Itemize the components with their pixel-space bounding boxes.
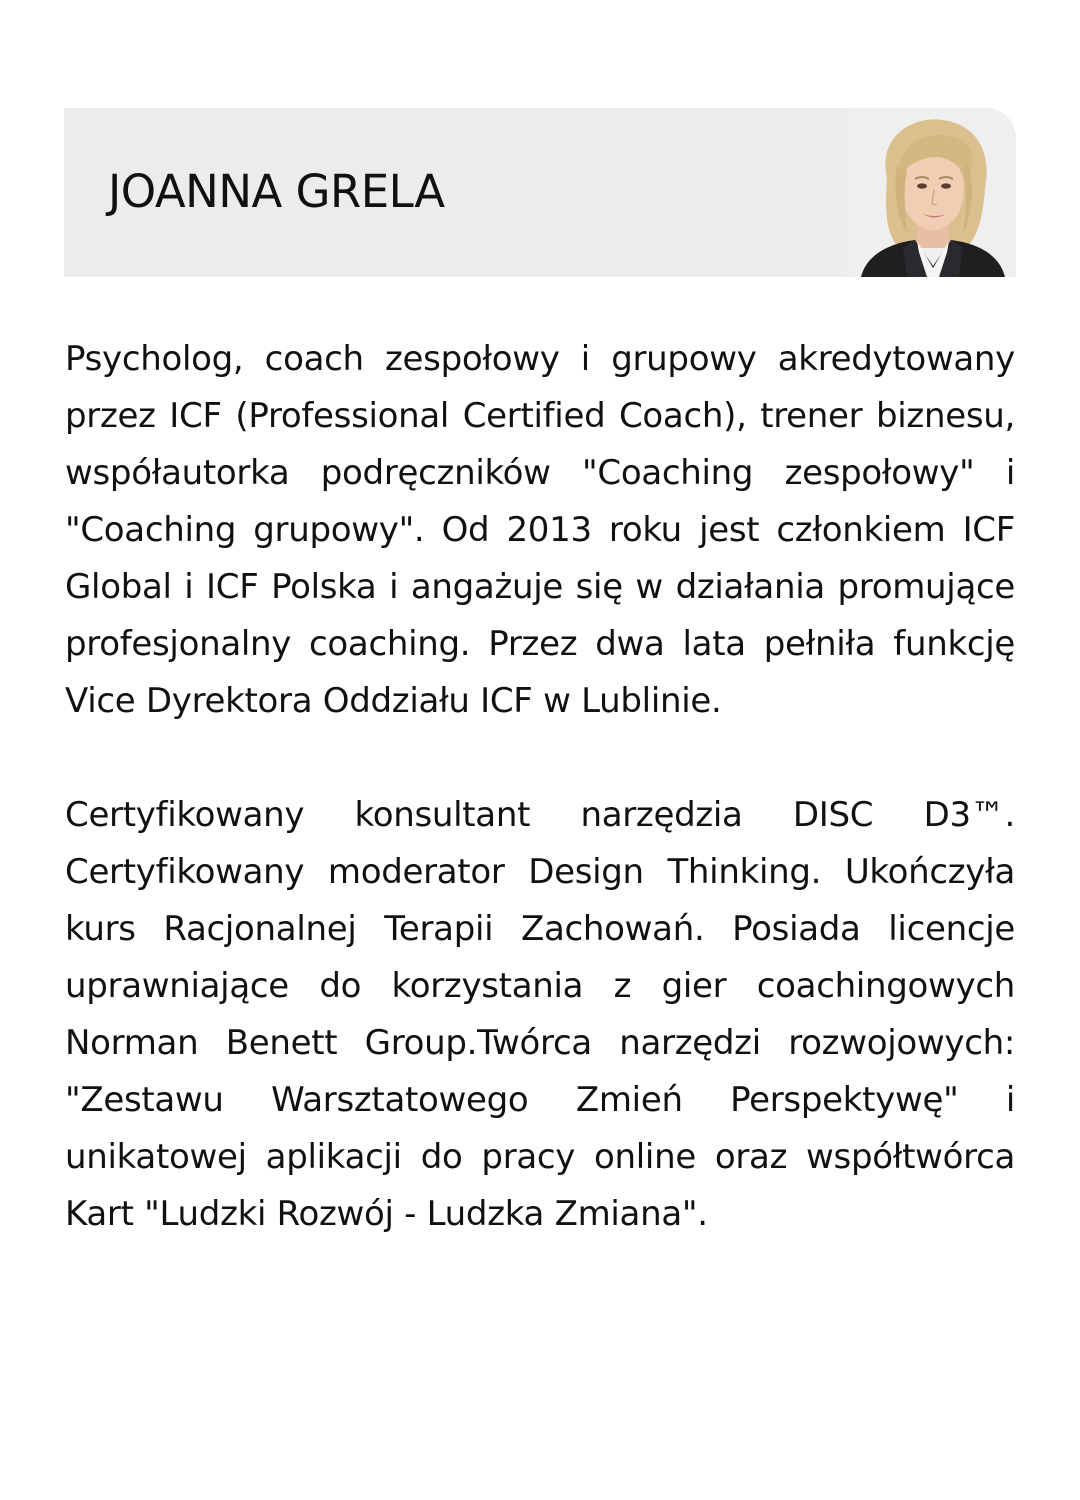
bio-paragraph: Certyfikowany konsultant narzędzia DISC D3™. Certyfikowany moderator Design Thinking. Ukończyła kurs Racjonalnej Terapii Zachowań. Posiada licencje uprawniające do korzystania z gier coachingowych Norman Benett Group.Twórca narzędzi rozwojowych: "Zestawu Warsztatowego Zmień Perspektywę" i unikatowej aplikacji do pracy online oraz współtwórca Kart "Ludzki Rozwój - Ludzka Zmiana". <box>65 795 1015 1234</box>
header-band <box>64 108 1016 277</box>
portrait-photo <box>847 108 1016 277</box>
person-name: JOANNA GRELA <box>108 165 445 218</box>
bio-paragraph: Psycholog, coach zespołowy i grupowy akredytowany przez ICF (Professional Certified Coach), trener biznesu, współautorka podręczników "Coaching zespołowy" i "Coaching grupowy". Od 2013 roku jest członkiem ICF Global i ICF Polska i angażuje się w działania promujące profesjonalny coaching. Przez dwa lata pełniła funkcję Vice Dyrektora Oddziału ICF w Lublinie. <box>65 339 1015 721</box>
bio-section <box>65 331 1015 1243</box>
